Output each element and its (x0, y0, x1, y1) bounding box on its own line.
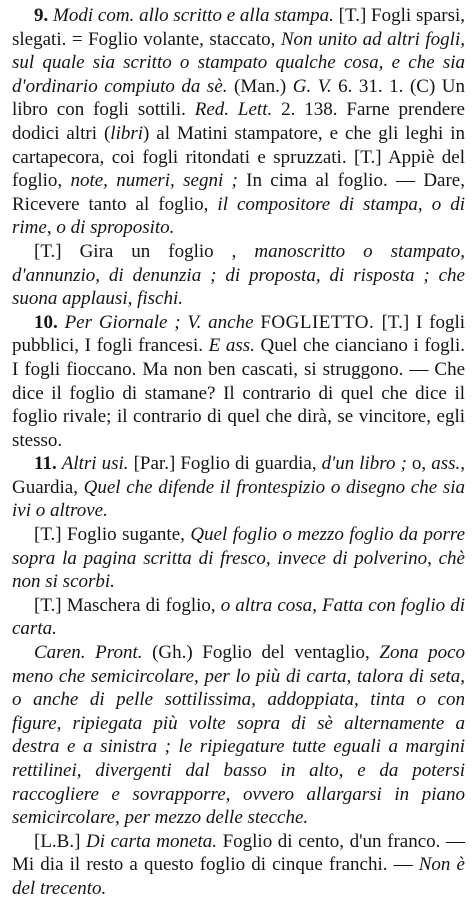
text-run: Quel che cianciano i fogli. I fogli fioccano. Ma non ben cascati, si struggono. — Che dice il foglio di stamane? Il contrario di quel che dice il foglio rivale; il contrario di quel che dirà, se vincitore, egli stesso. (12, 335, 465, 451)
italic-text: il compositore di stampa, o di rime, o di sproposito. (12, 193, 465, 239)
italic-text: d'un libro ; (321, 453, 412, 475)
italic-text: Di carta moneta. (86, 830, 223, 852)
italic-text: Non unito ad altri fogli, sul quale sia scritto o stampato qualche cosa, e che sia d'ordinario compiuto da sè. (12, 28, 465, 97)
entry-10 (12, 311, 465, 453)
entry-9 (12, 4, 465, 240)
italic-text: Quel foglio o mezzo foglio da porre sopra la pagina scritta di fresco, invece di polverino, chè non si scorbi. (12, 524, 465, 593)
italic-text: Per Giornale ; V. anche (64, 311, 261, 333)
entry-11-foglio-sugante (12, 523, 465, 594)
italic-text: Non è del trecento. (12, 854, 465, 899)
text-run: [T.] Maschera di foglio, (34, 594, 221, 616)
text-run: 6. 31. 1. (C) Un libro con fogli sottili. (12, 75, 465, 121)
entry-11 (12, 452, 465, 523)
italic-text: Red. Lett. (194, 99, 282, 121)
text-run: [L.B.] (34, 830, 87, 852)
text-run: Fogli sparsi, slegati. = Foglio volante, staccato, (12, 5, 466, 50)
italic-text: Caren. Pront. (34, 642, 153, 664)
text-run: 2. 138. Farne prendere dodici altri ( (12, 99, 465, 144)
entry-11-ventaglio (12, 641, 465, 830)
italic-text: libri (110, 122, 144, 144)
italic-text: Quel che difende il frontespizio o disegno che sia ivi o altrove. (12, 476, 465, 522)
text-run: Foglio di cento, d'un franco. — Mi dia il resto a questo foglio di cinque franchi. — (12, 830, 465, 876)
italic-text: Zona poco meno che semicircolare, per lo più di carta, talora di seta, o anche di pelle sottilissima, addoppiata, tinta o con figure, ripiegata più volte sopra di sè alternamente a destra e a sinistra ; le ripiegature tutte eguali a margini rettilinei, divergenti dal basso in alto, e da potersi raccogliere e sovrapporre, ovvero allargarsi in piano semicircolare, per mezzo delle stecche. (12, 642, 466, 829)
entry-9-gira-un-foglio (12, 240, 465, 311)
italic-text: manoscritto o stampato, d'annunzio, di denunzia ; di proposta, di risposta ; che suona applausi, fischi. (12, 240, 466, 310)
text-run: [T.] Foglio sugante, (34, 524, 191, 546)
italic-text: note, numeri, segni ; (70, 170, 247, 192)
text-run: ) al Matini stampatore, e che gli leghi in cartapecora, coi fogli ritondati e spruzzati. [T.] Appiè del foglio, (12, 122, 465, 192)
italic-text: E ass. (208, 335, 261, 357)
text-run: [T.] (338, 5, 372, 26)
italic-text: Modi com. allo scritto e alla stampa. (53, 5, 339, 26)
text-run: In cima al foglio. — Dare, Ricevere tanto al foglio, (12, 170, 465, 215)
text-run: (Man.) (234, 75, 293, 97)
sense-number: 10. (34, 311, 65, 333)
italic-text: Altri usi. (61, 453, 134, 475)
italic-text: o altra cosa, Fatta con foglio di carta. (12, 594, 465, 640)
italic-text: ass., (431, 453, 466, 475)
italic-text: G. V. (292, 75, 339, 97)
text-run: Guardia, (12, 476, 84, 498)
text-run: (Gh.) Foglio del ventaglio, (152, 642, 380, 664)
text-run: [Par.] Foglio di guardia, (133, 453, 322, 475)
text-run: o, (411, 453, 432, 475)
sense-number: 11. (34, 453, 62, 475)
sense-number: 9. (34, 5, 54, 26)
text-run: [T.] I fogli pubblici, I fogli francesi. (12, 311, 466, 357)
entry-11-carta-moneta (12, 830, 465, 901)
text-run: FOGLIETTO. (260, 311, 382, 333)
entry-11-maschera (12, 594, 465, 641)
text-run: [T.] Gira un foglio , (34, 240, 255, 262)
